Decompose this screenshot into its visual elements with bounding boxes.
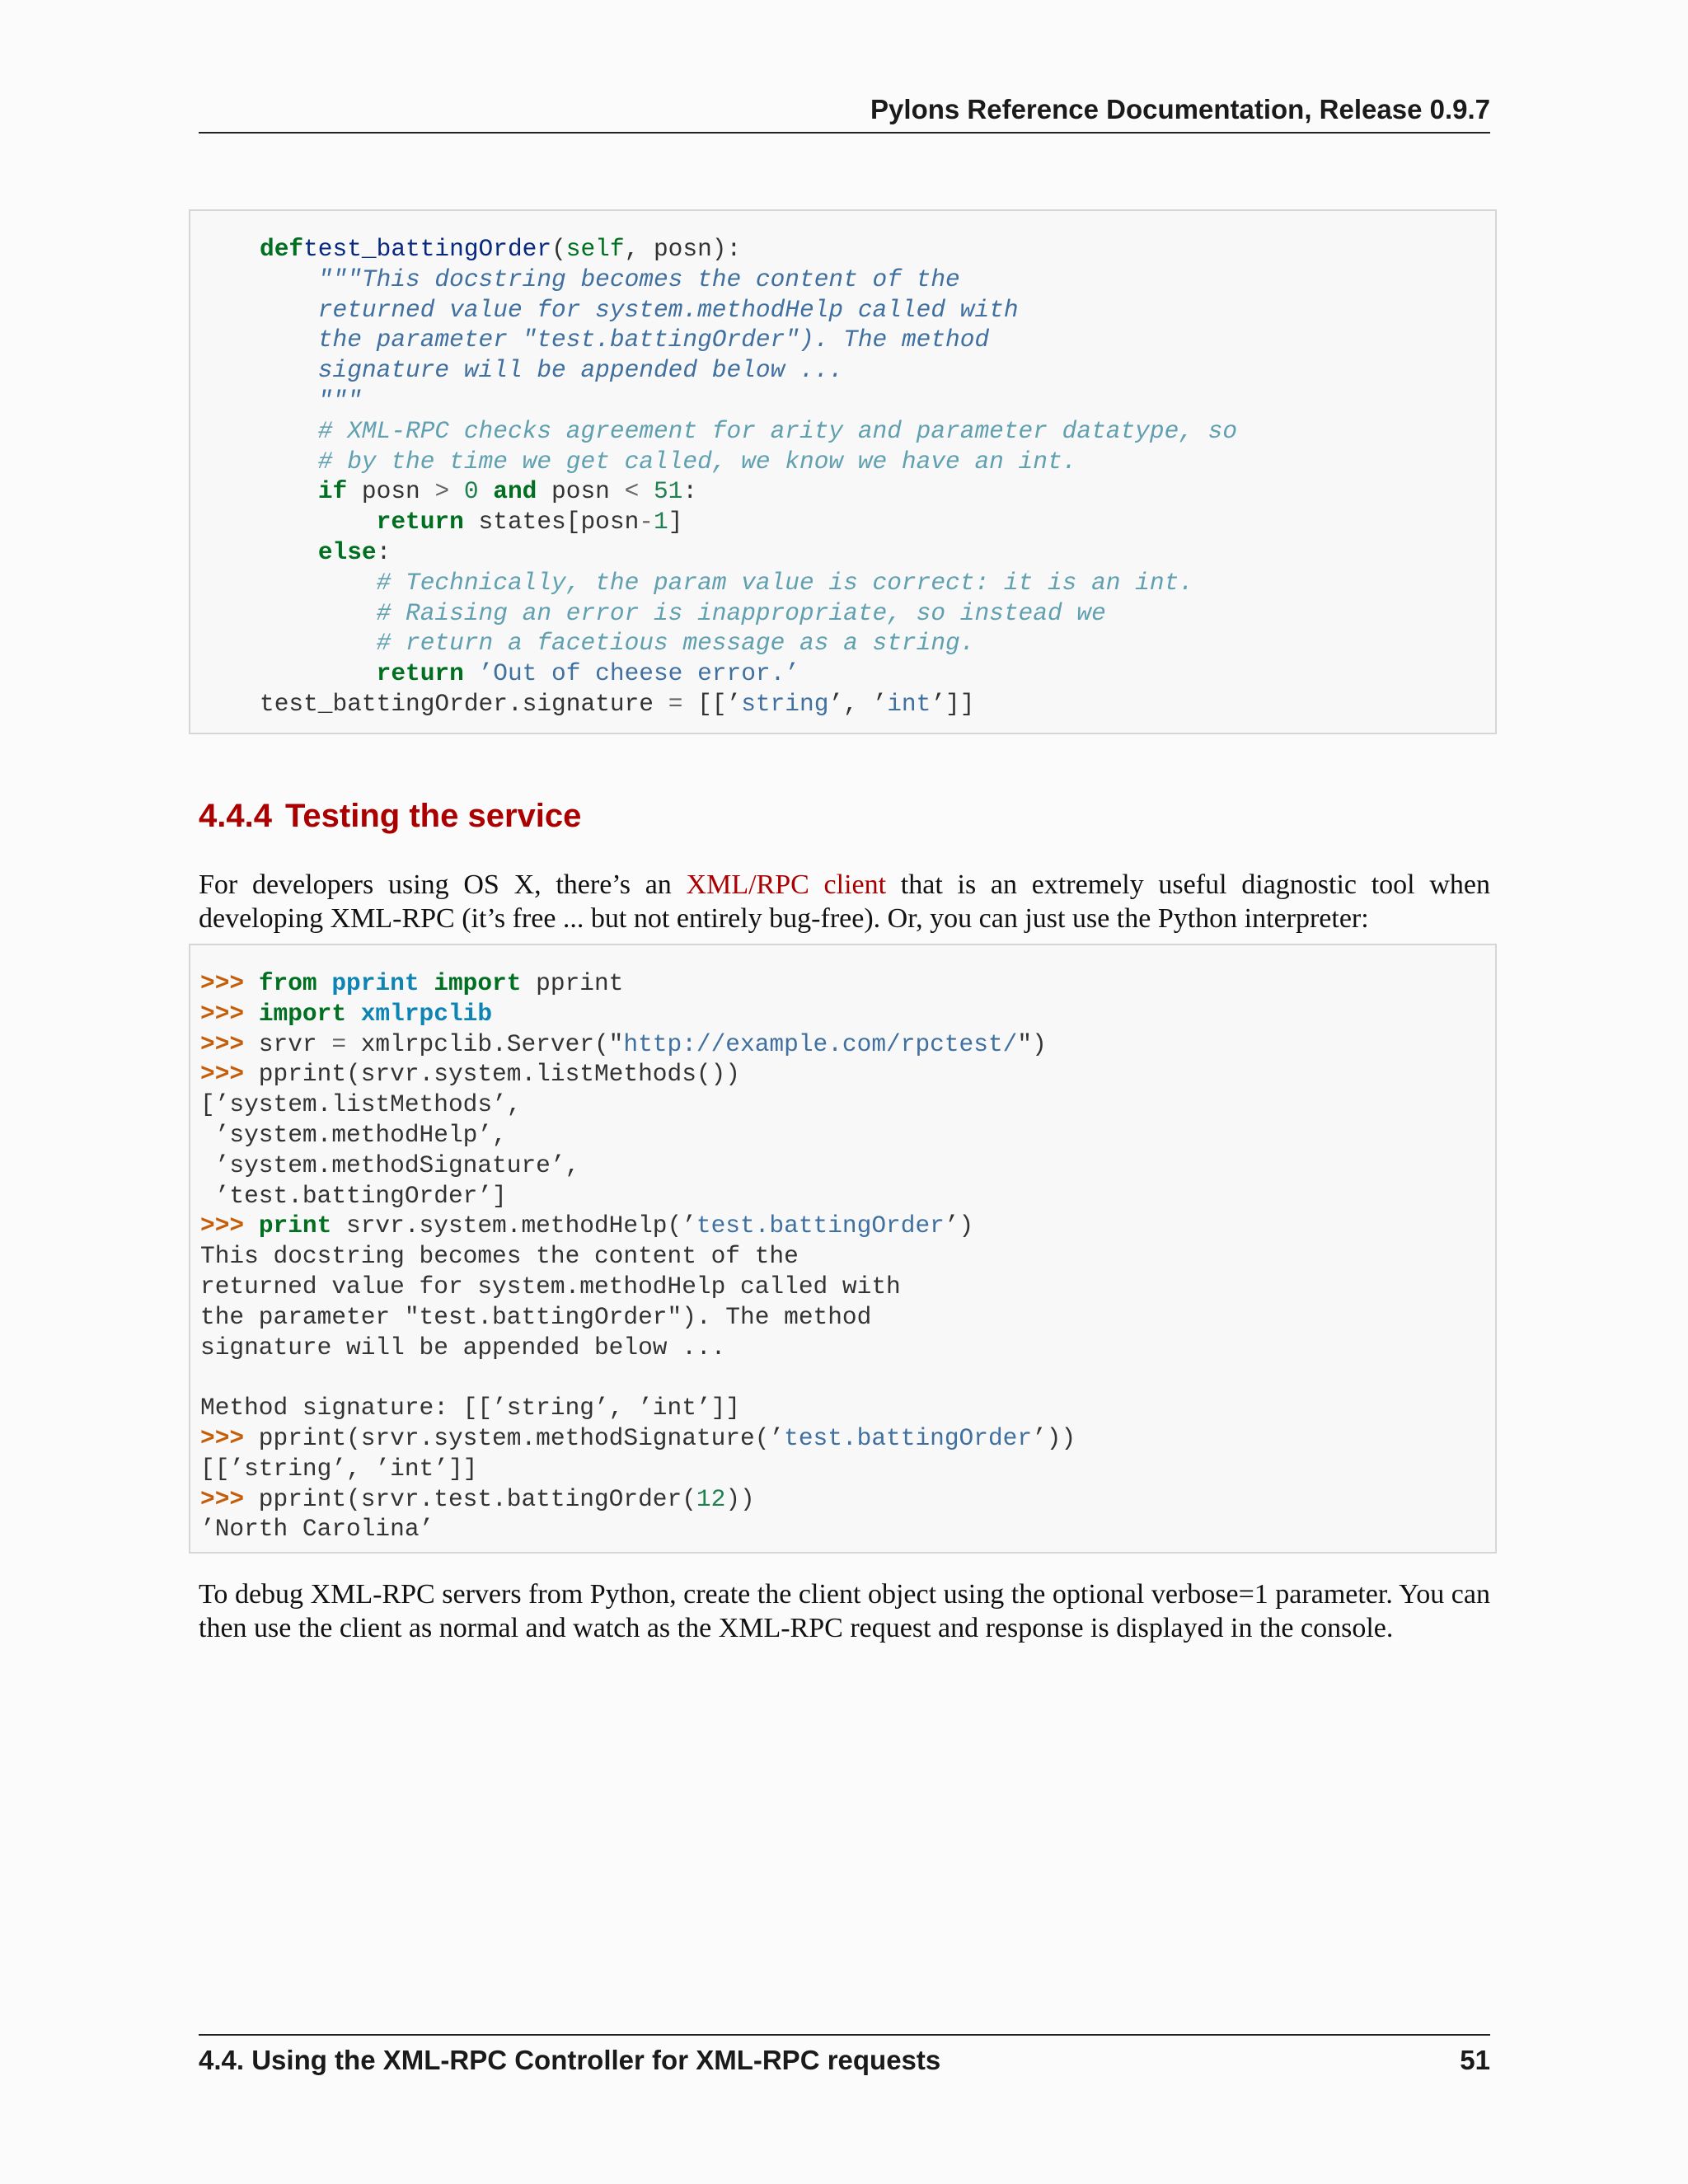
code-token <box>260 538 318 566</box>
section-number: 4.4.4 <box>199 798 272 834</box>
code-line <box>260 476 1495 507</box>
code-line <box>260 447 1495 477</box>
code-line <box>200 1211 1495 1241</box>
code-token: and <box>493 477 537 506</box>
code-line <box>200 1514 1495 1544</box>
code-token: returned value for system.methodHelp called with <box>200 1272 901 1301</box>
code-token: 12 <box>696 1484 726 1513</box>
code-token <box>260 477 318 505</box>
code-token: : <box>376 537 392 566</box>
code-token: test.battingOrder <box>784 1423 1033 1452</box>
code-token: srvr.system.methodHelp(’ <box>331 1212 696 1240</box>
code-token: 1 <box>653 508 668 537</box>
code-token <box>464 659 479 687</box>
code-token: pprint(srvr.system.listMethods()) <box>244 1060 741 1089</box>
code-token: if <box>317 477 348 506</box>
code-token: , posn): <box>624 235 742 263</box>
code-line <box>200 968 1495 999</box>
code-line <box>200 1181 1495 1212</box>
paragraph-debug-text: To debug XML-RPC servers from Python, create the client object using the optional verbose=1 parameter. You can then use the client as normal and watch as the XML-RPC request and response is displayed in the console. <box>199 1579 1490 1643</box>
code-line <box>200 1120 1495 1151</box>
code-token: test_battingOrder.signature <box>260 689 668 718</box>
code-token: ") <box>1017 1029 1047 1058</box>
code-token: ’)) <box>1032 1423 1076 1452</box>
code-token: xmlrpclib <box>360 999 493 1028</box>
code-line <box>200 1302 1495 1333</box>
section-heading <box>199 791 581 841</box>
code-token: return <box>376 508 464 537</box>
code-token: : <box>682 477 698 506</box>
code-token: return <box>376 659 464 688</box>
code-token: """ <box>260 386 362 415</box>
code-line <box>200 1241 1495 1272</box>
code-token: the parameter "test.battingOrder"). The method <box>260 326 990 354</box>
code-token: # Raising an error is inappropriate, so instead we <box>260 598 1106 627</box>
code-token: pprint <box>521 969 624 997</box>
code-token: string <box>741 689 829 718</box>
code-token: posn <box>347 477 435 506</box>
code-token: # return a facetious message as a string. <box>260 629 975 658</box>
code-token: ’) <box>944 1212 974 1240</box>
code-token: ’]] <box>931 689 975 718</box>
code-line <box>260 355 1495 386</box>
code-token: >>> <box>200 969 245 997</box>
code-token: http://example.com/rpctest/ <box>623 1029 1018 1058</box>
code-token: else <box>317 537 377 566</box>
code-token <box>244 1212 259 1240</box>
code-token: # XML-RPC checks agreement for arity and parameter datatype, so <box>260 416 1238 445</box>
code-line <box>260 234 1495 265</box>
running-header-title: Pylons Reference Documentation, Release 0.9.7 <box>870 94 1490 124</box>
code-token: int <box>887 689 931 718</box>
code-token: ] <box>668 508 683 537</box>
code-token: states[posn <box>463 508 640 537</box>
code-token: [[’ <box>682 689 742 718</box>
code-token: pprint <box>331 969 420 997</box>
code-line <box>200 1454 1495 1484</box>
code-token: srvr <box>244 1029 332 1058</box>
code-line <box>200 1423 1495 1454</box>
code-token: ’North Carolina’ <box>200 1515 434 1544</box>
code-token: [[’string’, ’int’]] <box>200 1454 478 1483</box>
code-token: import <box>434 969 522 997</box>
paragraph-debug <box>199 1578 1490 1645</box>
code-token: ’Out of cheese error.’ <box>478 659 800 688</box>
paragraph-intro-text-1: For developers using OS X, there’s an <box>199 869 687 900</box>
code-token <box>420 969 434 997</box>
code-token: >>> <box>200 999 245 1028</box>
code-token <box>260 659 377 687</box>
code-token: self <box>565 235 625 263</box>
code-token: - <box>639 508 654 537</box>
code-token <box>449 477 464 505</box>
code-token: > <box>434 477 450 506</box>
code-token: signature will be appended below ... <box>260 356 844 385</box>
code-line <box>260 568 1495 598</box>
running-footer <box>199 2034 1490 2079</box>
code-token: def <box>260 235 304 263</box>
code-token: >>> <box>200 1423 245 1452</box>
code-token <box>479 477 494 505</box>
code-line <box>200 1029 1495 1060</box>
code-line <box>260 598 1495 629</box>
code-token: = <box>331 1029 347 1058</box>
code-token: >>> <box>200 1212 245 1240</box>
code-line <box>260 537 1495 568</box>
code-block-battingorder <box>189 209 1497 734</box>
code-token: returned value for system.methodHelp called with <box>260 295 1019 324</box>
code-token: [’system.listMethods’, <box>200 1090 522 1119</box>
running-header <box>199 92 1490 134</box>
code-line <box>260 689 1495 719</box>
code-token: from <box>258 969 317 997</box>
code-token: 0 <box>463 477 479 506</box>
page-number: 51 <box>1460 2045 1490 2075</box>
code-token: >>> <box>200 1029 245 1058</box>
code-token: test.battingOrder <box>696 1212 945 1240</box>
code-line <box>200 999 1495 1029</box>
code-token: >>> <box>200 1484 245 1513</box>
code-token: ’test.battingOrder’] <box>200 1181 507 1210</box>
code-token: pprint(srvr.system.methodSignature(’ <box>244 1423 785 1452</box>
code-token <box>260 508 377 536</box>
section-title: Testing the service <box>284 798 582 834</box>
code-line <box>260 416 1495 447</box>
code-token: print <box>258 1212 332 1240</box>
paragraph-intro <box>199 869 1490 935</box>
code-block-interpreter-session <box>189 944 1497 1554</box>
code-token: ( <box>551 235 566 263</box>
code-token: signature will be appended below ... <box>200 1333 726 1361</box>
code-line <box>200 1151 1495 1181</box>
code-token: posn <box>537 477 625 506</box>
code-line <box>260 265 1495 295</box>
code-line <box>260 386 1495 416</box>
code-token: """This docstring becomes the content of the <box>260 265 960 293</box>
code-token: 51 <box>653 477 683 506</box>
code-token: test_battingOrder <box>303 235 552 263</box>
code-token: # Technically, the param value is correct: it is an int. <box>260 568 1193 597</box>
code-line <box>200 1333 1495 1363</box>
code-token: pprint(srvr.test.battingOrder( <box>244 1484 696 1513</box>
xmlrpc-client-link[interactable]: XML/RPC client <box>686 869 887 900</box>
code-token: )) <box>725 1484 755 1513</box>
code-token <box>244 1000 259 1028</box>
code-line <box>200 1090 1495 1120</box>
code-line <box>260 658 1495 689</box>
code-token: < <box>624 477 640 506</box>
code-token: ’system.methodSignature’, <box>200 1151 580 1179</box>
code-token: # by the time we get called, we know we have an int. <box>260 447 1077 476</box>
code-token: >>> <box>200 1060 245 1089</box>
code-token: ’, ’ <box>828 689 888 718</box>
code-token <box>244 969 259 997</box>
code-token: = <box>668 689 683 718</box>
code-line <box>260 507 1495 537</box>
code-line <box>200 1484 1495 1515</box>
code-line <box>260 295 1495 326</box>
code-line <box>200 1362 1495 1393</box>
code-line <box>260 325 1495 355</box>
footer-section-title: 4.4. Using the XML-RPC Controller for XML-RPC requests <box>199 2045 941 2075</box>
code-token <box>317 969 332 997</box>
code-token <box>639 477 654 505</box>
code-token: xmlrpclib.Server(" <box>346 1029 624 1058</box>
code-line <box>260 628 1495 658</box>
code-line <box>200 1272 1495 1302</box>
code-token: This docstring becomes the content of the <box>200 1242 799 1271</box>
paragraph-intro-text-2: that is an extremely useful diagnostic tool when developing XML-RPC (it’s free ... but not entirely bug-free). Or, you can just use the Python interpreter: <box>199 869 1490 934</box>
code-token: the parameter "test.battingOrder"). The method <box>200 1302 872 1331</box>
code-line <box>200 1059 1495 1090</box>
code-token <box>346 1000 361 1028</box>
code-token: ’system.methodHelp’, <box>200 1120 507 1149</box>
code-token: import <box>258 999 347 1028</box>
code-token: Method signature: [[’string’, ’int’]] <box>200 1394 741 1422</box>
code-line <box>200 1393 1495 1423</box>
